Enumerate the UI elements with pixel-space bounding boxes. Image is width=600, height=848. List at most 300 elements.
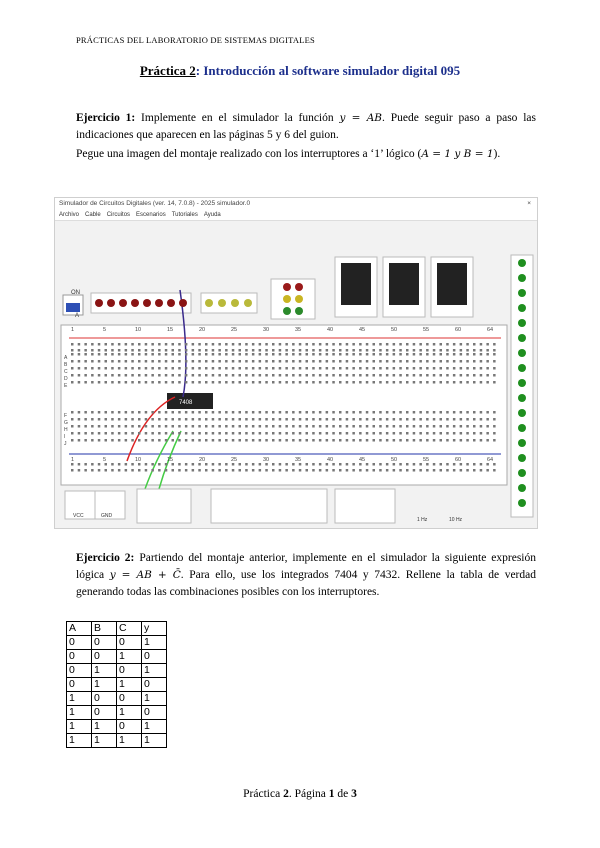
breadboard-hole[interactable]: [105, 349, 108, 352]
breadboard-hole[interactable]: [185, 418, 188, 421]
breadboard-hole[interactable]: [212, 343, 215, 346]
breadboard-hole[interactable]: [366, 469, 369, 472]
breadboard-hole[interactable]: [486, 469, 489, 472]
breadboard-hole[interactable]: [212, 432, 215, 435]
breadboard-hole[interactable]: [84, 381, 87, 384]
breadboard-hole[interactable]: [379, 425, 382, 428]
breadboard-hole[interactable]: [151, 374, 154, 377]
breadboard-hole[interactable]: [165, 469, 168, 472]
breadboard-hole[interactable]: [379, 353, 382, 356]
breadboard-hole[interactable]: [198, 469, 201, 472]
breadboard-hole[interactable]: [399, 425, 402, 428]
breadboard-hole[interactable]: [165, 432, 168, 435]
breadboard-hole[interactable]: [84, 353, 87, 356]
breadboard-hole[interactable]: [252, 367, 255, 370]
breadboard-hole[interactable]: [339, 425, 342, 428]
breadboard-hole[interactable]: [440, 349, 443, 352]
breadboard-hole[interactable]: [433, 418, 436, 421]
breadboard-hole[interactable]: [265, 367, 268, 370]
breadboard-hole[interactable]: [466, 349, 469, 352]
breadboard-hole[interactable]: [312, 381, 315, 384]
breadboard-hole[interactable]: [118, 374, 121, 377]
breadboard-hole[interactable]: [440, 360, 443, 363]
breadboard-hole[interactable]: [145, 425, 148, 428]
breadboard-hole[interactable]: [91, 469, 94, 472]
breadboard-hole[interactable]: [272, 469, 275, 472]
breadboard-hole[interactable]: [158, 353, 161, 356]
breadboard-hole[interactable]: [165, 374, 168, 377]
breadboard-hole[interactable]: [352, 353, 355, 356]
breadboard-hole[interactable]: [265, 469, 268, 472]
breadboard-hole[interactable]: [480, 349, 483, 352]
breadboard-hole[interactable]: [473, 381, 476, 384]
breadboard-hole[interactable]: [386, 360, 389, 363]
breadboard-hole[interactable]: [185, 353, 188, 356]
breadboard-hole[interactable]: [379, 411, 382, 414]
breadboard-hole[interactable]: [326, 439, 329, 442]
breadboard-hole[interactable]: [78, 367, 81, 370]
breadboard-hole[interactable]: [393, 353, 396, 356]
breadboard-hole[interactable]: [151, 343, 154, 346]
breadboard-hole[interactable]: [192, 360, 195, 363]
breadboard-hole[interactable]: [399, 367, 402, 370]
breadboard-hole[interactable]: [486, 439, 489, 442]
breadboard-hole[interactable]: [413, 381, 416, 384]
breadboard-hole[interactable]: [413, 374, 416, 377]
breadboard-hole[interactable]: [466, 439, 469, 442]
breadboard-hole[interactable]: [326, 353, 329, 356]
breadboard-hole[interactable]: [373, 469, 376, 472]
breadboard-hole[interactable]: [326, 343, 329, 346]
breadboard-hole[interactable]: [185, 349, 188, 352]
breadboard-hole[interactable]: [232, 367, 235, 370]
breadboard-hole[interactable]: [78, 349, 81, 352]
breadboard-hole[interactable]: [245, 469, 248, 472]
breadboard-hole[interactable]: [279, 353, 282, 356]
breadboard-hole[interactable]: [138, 353, 141, 356]
breadboard-hole[interactable]: [379, 439, 382, 442]
breadboard-hole[interactable]: [473, 343, 476, 346]
breadboard-hole[interactable]: [125, 432, 128, 435]
breadboard-hole[interactable]: [339, 432, 342, 435]
breadboard-hole[interactable]: [98, 367, 101, 370]
breadboard-hole[interactable]: [486, 381, 489, 384]
breadboard-hole[interactable]: [185, 439, 188, 442]
breadboard-hole[interactable]: [265, 432, 268, 435]
breadboard-hole[interactable]: [446, 381, 449, 384]
breadboard-hole[interactable]: [446, 463, 449, 466]
breadboard-hole[interactable]: [98, 349, 101, 352]
breadboard-hole[interactable]: [379, 360, 382, 363]
breadboard-hole[interactable]: [118, 469, 121, 472]
breadboard-hole[interactable]: [232, 469, 235, 472]
breadboard-hole[interactable]: [212, 425, 215, 428]
breadboard-hole[interactable]: [98, 353, 101, 356]
breadboard-hole[interactable]: [319, 360, 322, 363]
breadboard-hole[interactable]: [239, 463, 242, 466]
breadboard-hole[interactable]: [299, 360, 302, 363]
breadboard-hole[interactable]: [339, 374, 342, 377]
breadboard-hole[interactable]: [339, 418, 342, 421]
breadboard-hole[interactable]: [272, 411, 275, 414]
breadboard-hole[interactable]: [172, 439, 175, 442]
breadboard-hole[interactable]: [366, 439, 369, 442]
breadboard-hole[interactable]: [198, 349, 201, 352]
breadboard-hole[interactable]: [151, 463, 154, 466]
breadboard-hole[interactable]: [346, 374, 349, 377]
breadboard-hole[interactable]: [419, 353, 422, 356]
breadboard-hole[interactable]: [359, 432, 362, 435]
breadboard-hole[interactable]: [406, 343, 409, 346]
breadboard-hole[interactable]: [218, 439, 221, 442]
breadboard-hole[interactable]: [279, 367, 282, 370]
breadboard-hole[interactable]: [218, 374, 221, 377]
breadboard-hole[interactable]: [352, 418, 355, 421]
breadboard-hole[interactable]: [332, 343, 335, 346]
breadboard-hole[interactable]: [346, 411, 349, 414]
breadboard-hole[interactable]: [232, 425, 235, 428]
breadboard-hole[interactable]: [218, 349, 221, 352]
breadboard-hole[interactable]: [172, 367, 175, 370]
breadboard-hole[interactable]: [419, 432, 422, 435]
breadboard-hole[interactable]: [111, 381, 114, 384]
breadboard-hole[interactable]: [78, 360, 81, 363]
breadboard-hole[interactable]: [225, 418, 228, 421]
breadboard-hole[interactable]: [366, 381, 369, 384]
breadboard-hole[interactable]: [406, 432, 409, 435]
breadboard-hole[interactable]: [91, 349, 94, 352]
breadboard-hole[interactable]: [71, 343, 74, 346]
breadboard-hole[interactable]: [440, 432, 443, 435]
breadboard-hole[interactable]: [205, 439, 208, 442]
breadboard-hole[interactable]: [473, 425, 476, 428]
breadboard-hole[interactable]: [285, 343, 288, 346]
breadboard-hole[interactable]: [178, 381, 181, 384]
breadboard-hole[interactable]: [440, 381, 443, 384]
breadboard-hole[interactable]: [218, 418, 221, 421]
breadboard-hole[interactable]: [399, 381, 402, 384]
breadboard-hole[interactable]: [145, 367, 148, 370]
breadboard-hole[interactable]: [205, 463, 208, 466]
breadboard-hole[interactable]: [326, 349, 329, 352]
breadboard-hole[interactable]: [225, 360, 228, 363]
breadboard-hole[interactable]: [279, 343, 282, 346]
breadboard-hole[interactable]: [105, 418, 108, 421]
breadboard-hole[interactable]: [346, 432, 349, 435]
breadboard-hole[interactable]: [399, 374, 402, 377]
breadboard-hole[interactable]: [366, 374, 369, 377]
breadboard-hole[interactable]: [131, 432, 134, 435]
breadboard-hole[interactable]: [426, 439, 429, 442]
breadboard-hole[interactable]: [426, 463, 429, 466]
breadboard-hole[interactable]: [299, 353, 302, 356]
breadboard-hole[interactable]: [366, 360, 369, 363]
breadboard-hole[interactable]: [426, 349, 429, 352]
breadboard-hole[interactable]: [366, 349, 369, 352]
breadboard-hole[interactable]: [326, 381, 329, 384]
breadboard-hole[interactable]: [460, 367, 463, 370]
breadboard-hole[interactable]: [460, 411, 463, 414]
breadboard-hole[interactable]: [138, 432, 141, 435]
breadboard-hole[interactable]: [279, 425, 282, 428]
breadboard-hole[interactable]: [393, 469, 396, 472]
breadboard-hole[interactable]: [138, 469, 141, 472]
breadboard-hole[interactable]: [413, 411, 416, 414]
breadboard-hole[interactable]: [239, 425, 242, 428]
breadboard-hole[interactable]: [379, 343, 382, 346]
breadboard-hole[interactable]: [306, 360, 309, 363]
breadboard-hole[interactable]: [446, 374, 449, 377]
breadboard-hole[interactable]: [379, 432, 382, 435]
breadboard-hole[interactable]: [205, 432, 208, 435]
breadboard-hole[interactable]: [306, 353, 309, 356]
breadboard-hole[interactable]: [359, 381, 362, 384]
breadboard-hole[interactable]: [272, 418, 275, 421]
breadboard-hole[interactable]: [178, 353, 181, 356]
breadboard-hole[interactable]: [480, 425, 483, 428]
breadboard-hole[interactable]: [172, 349, 175, 352]
breadboard-hole[interactable]: [118, 432, 121, 435]
breadboard-hole[interactable]: [125, 367, 128, 370]
breadboard-hole[interactable]: [118, 360, 121, 363]
breadboard-hole[interactable]: [125, 418, 128, 421]
breadboard-hole[interactable]: [245, 367, 248, 370]
breadboard-hole[interactable]: [399, 463, 402, 466]
breadboard-hole[interactable]: [399, 418, 402, 421]
breadboard-hole[interactable]: [373, 367, 376, 370]
breadboard-hole[interactable]: [272, 360, 275, 363]
breadboard-hole[interactable]: [165, 349, 168, 352]
breadboard-hole[interactable]: [339, 381, 342, 384]
breadboard-hole[interactable]: [71, 418, 74, 421]
breadboard-hole[interactable]: [433, 374, 436, 377]
breadboard-hole[interactable]: [151, 381, 154, 384]
breadboard-hole[interactable]: [105, 411, 108, 414]
breadboard-hole[interactable]: [399, 469, 402, 472]
breadboard-hole[interactable]: [138, 463, 141, 466]
breadboard-hole[interactable]: [292, 349, 295, 352]
breadboard-hole[interactable]: [178, 349, 181, 352]
breadboard-hole[interactable]: [312, 343, 315, 346]
breadboard-hole[interactable]: [259, 432, 262, 435]
breadboard-hole[interactable]: [225, 374, 228, 377]
breadboard-hole[interactable]: [326, 469, 329, 472]
breadboard-hole[interactable]: [105, 343, 108, 346]
breadboard-hole[interactable]: [433, 360, 436, 363]
breadboard-hole[interactable]: [105, 463, 108, 466]
breadboard-hole[interactable]: [105, 432, 108, 435]
breadboard-hole[interactable]: [319, 374, 322, 377]
breadboard-hole[interactable]: [265, 463, 268, 466]
breadboard-hole[interactable]: [453, 343, 456, 346]
breadboard-hole[interactable]: [212, 367, 215, 370]
breadboard-hole[interactable]: [265, 374, 268, 377]
breadboard-hole[interactable]: [198, 425, 201, 428]
breadboard-hole[interactable]: [151, 411, 154, 414]
breadboard-hole[interactable]: [205, 367, 208, 370]
breadboard-hole[interactable]: [285, 432, 288, 435]
breadboard-hole[interactable]: [245, 343, 248, 346]
breadboard-hole[interactable]: [453, 439, 456, 442]
breadboard-hole[interactable]: [453, 425, 456, 428]
breadboard-hole[interactable]: [239, 353, 242, 356]
breadboard-hole[interactable]: [105, 381, 108, 384]
breadboard-hole[interactable]: [419, 343, 422, 346]
breadboard-hole[interactable]: [319, 353, 322, 356]
breadboard-hole[interactable]: [299, 374, 302, 377]
breadboard-hole[interactable]: [359, 374, 362, 377]
breadboard-hole[interactable]: [212, 418, 215, 421]
breadboard-hole[interactable]: [419, 374, 422, 377]
breadboard-hole[interactable]: [493, 353, 496, 356]
breadboard-hole[interactable]: [466, 432, 469, 435]
breadboard-hole[interactable]: [259, 381, 262, 384]
breadboard-hole[interactable]: [359, 463, 362, 466]
breadboard-hole[interactable]: [299, 418, 302, 421]
breadboard-hole[interactable]: [292, 439, 295, 442]
breadboard-hole[interactable]: [393, 381, 396, 384]
breadboard-hole[interactable]: [413, 343, 416, 346]
breadboard-hole[interactable]: [285, 463, 288, 466]
breadboard-hole[interactable]: [413, 463, 416, 466]
breadboard-hole[interactable]: [453, 418, 456, 421]
breadboard-hole[interactable]: [138, 349, 141, 352]
breadboard-hole[interactable]: [306, 374, 309, 377]
breadboard-hole[interactable]: [272, 463, 275, 466]
breadboard-hole[interactable]: [373, 360, 376, 363]
breadboard-hole[interactable]: [346, 343, 349, 346]
breadboard-hole[interactable]: [198, 463, 201, 466]
breadboard-hole[interactable]: [480, 343, 483, 346]
breadboard-hole[interactable]: [446, 349, 449, 352]
breadboard-hole[interactable]: [98, 374, 101, 377]
breadboard-hole[interactable]: [259, 360, 262, 363]
breadboard-hole[interactable]: [440, 353, 443, 356]
breadboard-hole[interactable]: [433, 353, 436, 356]
breadboard-hole[interactable]: [326, 432, 329, 435]
breadboard-hole[interactable]: [359, 469, 362, 472]
close-icon[interactable]: ×: [527, 200, 531, 207]
breadboard-hole[interactable]: [332, 353, 335, 356]
breadboard-hole[interactable]: [192, 367, 195, 370]
breadboard-hole[interactable]: [259, 343, 262, 346]
breadboard-hole[interactable]: [131, 469, 134, 472]
breadboard-hole[interactable]: [131, 418, 134, 421]
breadboard-hole[interactable]: [352, 367, 355, 370]
breadboard-hole[interactable]: [131, 343, 134, 346]
breadboard-hole[interactable]: [198, 374, 201, 377]
breadboard-hole[interactable]: [172, 353, 175, 356]
breadboard-hole[interactable]: [125, 360, 128, 363]
breadboard-hole[interactable]: [272, 353, 275, 356]
breadboard-hole[interactable]: [292, 432, 295, 435]
breadboard-hole[interactable]: [138, 425, 141, 428]
breadboard-hole[interactable]: [192, 463, 195, 466]
breadboard-hole[interactable]: [91, 367, 94, 370]
breadboard-hole[interactable]: [239, 469, 242, 472]
breadboard-hole[interactable]: [299, 381, 302, 384]
breadboard-hole[interactable]: [272, 343, 275, 346]
breadboard-hole[interactable]: [185, 374, 188, 377]
breadboard-hole[interactable]: [332, 411, 335, 414]
breadboard-hole[interactable]: [312, 374, 315, 377]
breadboard-hole[interactable]: [285, 425, 288, 428]
breadboard-hole[interactable]: [98, 411, 101, 414]
breadboard-hole[interactable]: [480, 463, 483, 466]
breadboard-hole[interactable]: [239, 367, 242, 370]
breadboard-hole[interactable]: [299, 349, 302, 352]
breadboard-hole[interactable]: [98, 381, 101, 384]
breadboard-hole[interactable]: [426, 367, 429, 370]
breadboard-hole[interactable]: [386, 381, 389, 384]
breadboard-hole[interactable]: [239, 439, 242, 442]
breadboard-hole[interactable]: [78, 463, 81, 466]
breadboard-hole[interactable]: [285, 381, 288, 384]
breadboard-hole[interactable]: [138, 381, 141, 384]
breadboard-hole[interactable]: [125, 381, 128, 384]
breadboard-hole[interactable]: [446, 425, 449, 428]
breadboard-hole[interactable]: [433, 463, 436, 466]
breadboard-hole[interactable]: [285, 469, 288, 472]
breadboard-hole[interactable]: [232, 439, 235, 442]
breadboard-hole[interactable]: [373, 353, 376, 356]
breadboard-hole[interactable]: [259, 374, 262, 377]
breadboard-hole[interactable]: [265, 349, 268, 352]
breadboard-hole[interactable]: [225, 432, 228, 435]
breadboard-hole[interactable]: [138, 411, 141, 414]
breadboard-hole[interactable]: [446, 469, 449, 472]
breadboard-hole[interactable]: [379, 469, 382, 472]
breadboard-hole[interactable]: [306, 381, 309, 384]
breadboard-hole[interactable]: [319, 349, 322, 352]
breadboard-hole[interactable]: [493, 432, 496, 435]
breadboard-hole[interactable]: [413, 439, 416, 442]
breadboard-hole[interactable]: [272, 439, 275, 442]
breadboard-hole[interactable]: [205, 411, 208, 414]
breadboard-hole[interactable]: [131, 349, 134, 352]
breadboard-hole[interactable]: [366, 343, 369, 346]
breadboard-hole[interactable]: [84, 349, 87, 352]
breadboard-hole[interactable]: [426, 343, 429, 346]
breadboard-hole[interactable]: [158, 367, 161, 370]
breadboard-hole[interactable]: [245, 439, 248, 442]
breadboard-hole[interactable]: [339, 439, 342, 442]
breadboard-hole[interactable]: [373, 411, 376, 414]
breadboard-hole[interactable]: [165, 367, 168, 370]
breadboard-hole[interactable]: [131, 360, 134, 363]
breadboard-hole[interactable]: [252, 425, 255, 428]
breadboard-hole[interactable]: [245, 463, 248, 466]
breadboard-hole[interactable]: [239, 343, 242, 346]
breadboard-hole[interactable]: [84, 367, 87, 370]
breadboard-hole[interactable]: [332, 469, 335, 472]
breadboard-hole[interactable]: [473, 360, 476, 363]
breadboard-hole[interactable]: [131, 463, 134, 466]
breadboard-hole[interactable]: [192, 349, 195, 352]
breadboard-hole[interactable]: [265, 381, 268, 384]
menu-item-4[interactable]: Tutoriales: [171, 212, 198, 218]
breadboard-hole[interactable]: [352, 374, 355, 377]
breadboard-hole[interactable]: [426, 469, 429, 472]
breadboard-hole[interactable]: [138, 360, 141, 363]
breadboard-hole[interactable]: [359, 343, 362, 346]
breadboard-hole[interactable]: [453, 469, 456, 472]
breadboard-hole[interactable]: [339, 469, 342, 472]
breadboard-hole[interactable]: [71, 360, 74, 363]
breadboard-hole[interactable]: [198, 343, 201, 346]
breadboard-hole[interactable]: [185, 367, 188, 370]
breadboard-hole[interactable]: [198, 439, 201, 442]
